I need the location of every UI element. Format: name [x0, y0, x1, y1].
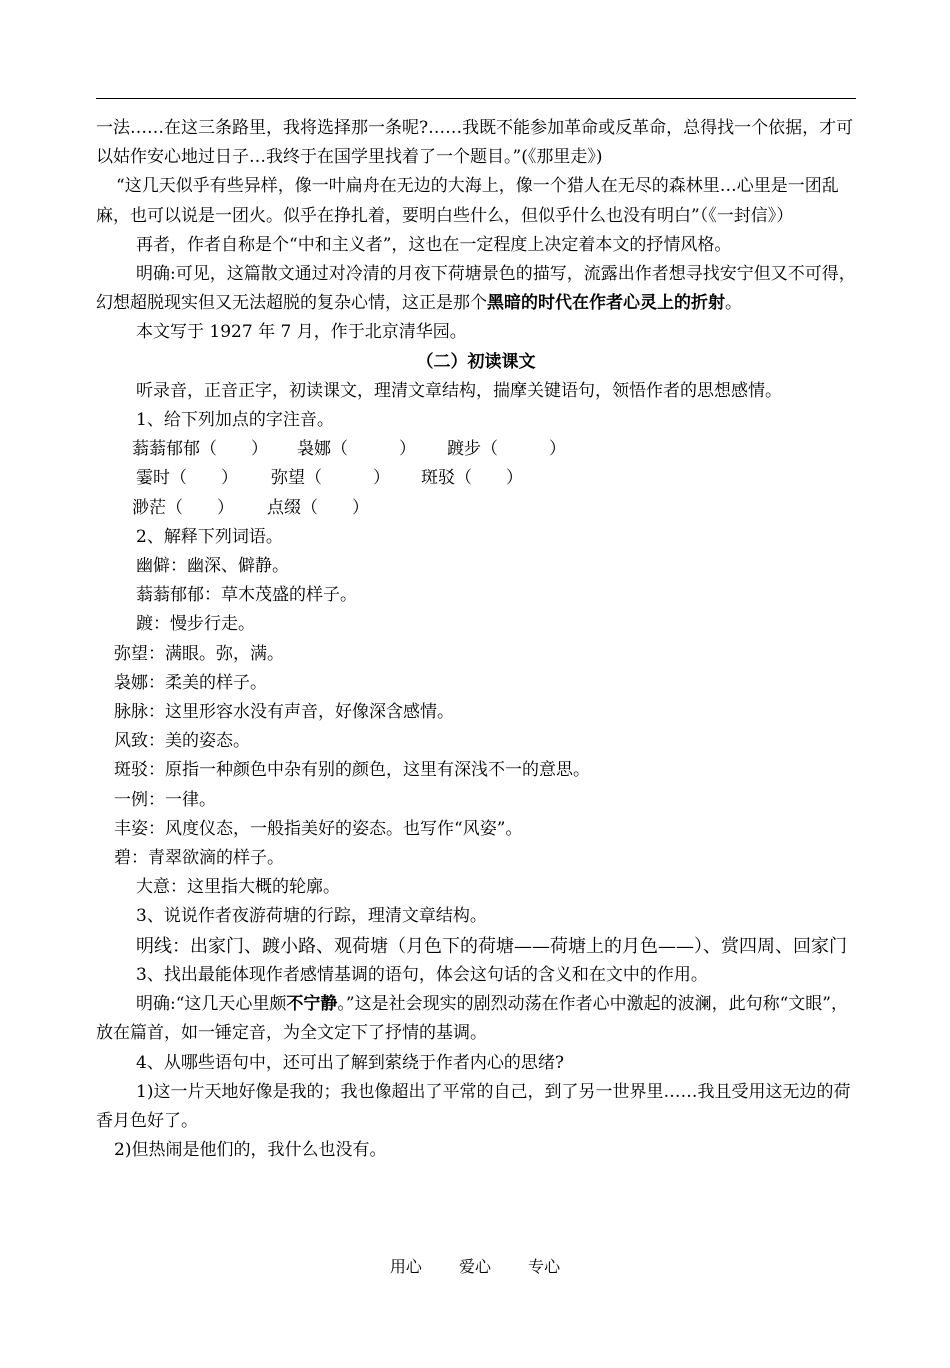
written-date: 本文写于 1927 年 7 月，作于北京清华园。	[136, 322, 467, 343]
word-definition: 风致：美的姿态。	[114, 731, 250, 752]
word-definition: 碧：青翠欲滴的样子。	[114, 848, 284, 869]
word-definition: 弥望：满眼。弥，满。	[114, 643, 284, 664]
intro-paragraph: 听录音，正音正字，初读课文，理清文章结构，揣摩关键语句，领悟作者的思想感情。	[136, 380, 782, 401]
quote-paragraph-2: “这几天似乎有些异样，像一叶扁舟在无边的大海上，像一个猎人在无尽的森林里…心里是一团乱麻，也可以说是一团火。似乎在挣扎着，要明白些什么，但似乎什么也没有明白”（《一封信》）	[96, 176, 839, 226]
footer-word: 用心	[389, 1257, 422, 1276]
mingque-paragraph-2: 明确:“这几天心里颇不宁静。”这是社会现实的剧烈动荡在作者心中激起的波澜，此句称“文眼”，放在篇首，如一锤定音，为全文定下了抒情的基调。	[96, 994, 848, 1044]
header-rule	[96, 98, 856, 99]
answer-2: 2)但热闹是他们的，我什么也没有。	[114, 1140, 387, 1161]
style-paragraph: 再者，作者自称是个“中和主义者”，这也在一定程度上决定着本文的抒情风格。	[136, 234, 732, 255]
answer-1: 1)这一片天地好像是我的；我也像超出了平常的自己，到了另一世界里……我且受用这无边的荷香月色好了。	[96, 1081, 851, 1131]
word-definition: 蓊蓊郁郁：草木茂盛的样子。	[136, 585, 357, 606]
pinyin-row-2	[96, 464, 856, 493]
emphasis-text: 黑暗的时代在作者心灵上的折射	[487, 293, 725, 314]
pinyin-item: 踱步（ ）	[447, 439, 566, 460]
mingque-paragraph-1: 明确:可见，这篇散文通过对冷清的月夜下荷塘景色的描写，流露出作者想寻找安宁但又不可得，幻想超脱现实但又无法超脱的复杂心情，这正是那个黑暗的时代在作者心灵上的折射。	[96, 264, 856, 314]
word-definition: 一例：一律。	[114, 789, 216, 810]
question-4: 4、从哪些语句中，还可出了解到萦绕于作者内心的思绪?	[136, 1052, 564, 1073]
word-definition: 脉脉：这里形容水没有声音，好像深含感情。	[114, 702, 454, 723]
question-1: 1、给下列加点的字注音。	[136, 410, 334, 431]
footer-word: 爱心	[458, 1257, 491, 1276]
pinyin-item: 点缀（ ）	[267, 497, 369, 518]
pinyin-item: 蓊蓊郁郁（ ）	[132, 439, 268, 460]
pinyin-row-3	[96, 494, 856, 523]
quote-paragraph-1: 一法……在这三条路里，我将选择那一条呢?……我既不能参加革命或反革命，总得找一个依据，才可以姑作安心地过日子…我终于在国学里找着了一个题目。”(《那里走》)	[96, 118, 854, 168]
pinyin-item: 渺茫（ ）	[132, 497, 234, 518]
pinyin-item: 弥望（ ）	[271, 468, 390, 489]
word-definition: 丰姿：风度仪态，一般指美好的姿态。也写作“风姿”。	[114, 818, 523, 839]
page-footer	[0, 1254, 950, 1277]
footer-word: 专心	[528, 1257, 561, 1276]
word-definition: 踱：慢步行走。	[136, 614, 255, 635]
word-definition: 斑驳：原指一种颜色中杂有别的颜色，这里有深浅不一的意思。	[114, 760, 590, 781]
question-3a: 3、说说作者夜游荷塘的行踪，理清文章结构。	[136, 906, 487, 927]
emphasis-text: 不宁静	[286, 994, 338, 1015]
word-definition: 大意：这里指大概的轮廓。	[136, 877, 340, 898]
document-body	[96, 114, 856, 1165]
pinyin-item: 斑驳（ ）	[421, 468, 523, 489]
pinyin-item: 袅娜（ ）	[297, 439, 416, 460]
pinyin-row-1	[96, 435, 856, 464]
section-title: （二）初读课文	[416, 351, 536, 372]
word-definition: 袅娜：柔美的样子。	[114, 672, 267, 693]
mingxian-paragraph: 明线：出家门、踱小路、观荷塘（月色下的荷塘——荷塘上的月色——）、赏四周、回家门	[136, 935, 847, 957]
question-2: 2、解释下列词语。	[136, 526, 283, 547]
pinyin-item: 霎时（ ）	[136, 468, 238, 489]
question-3b: 3、找出最能体现作者感情基调的语句，体会这句话的含义和在文中的作用。	[136, 964, 708, 985]
word-definition: 幽僻：幽深、僻静。	[136, 556, 289, 577]
